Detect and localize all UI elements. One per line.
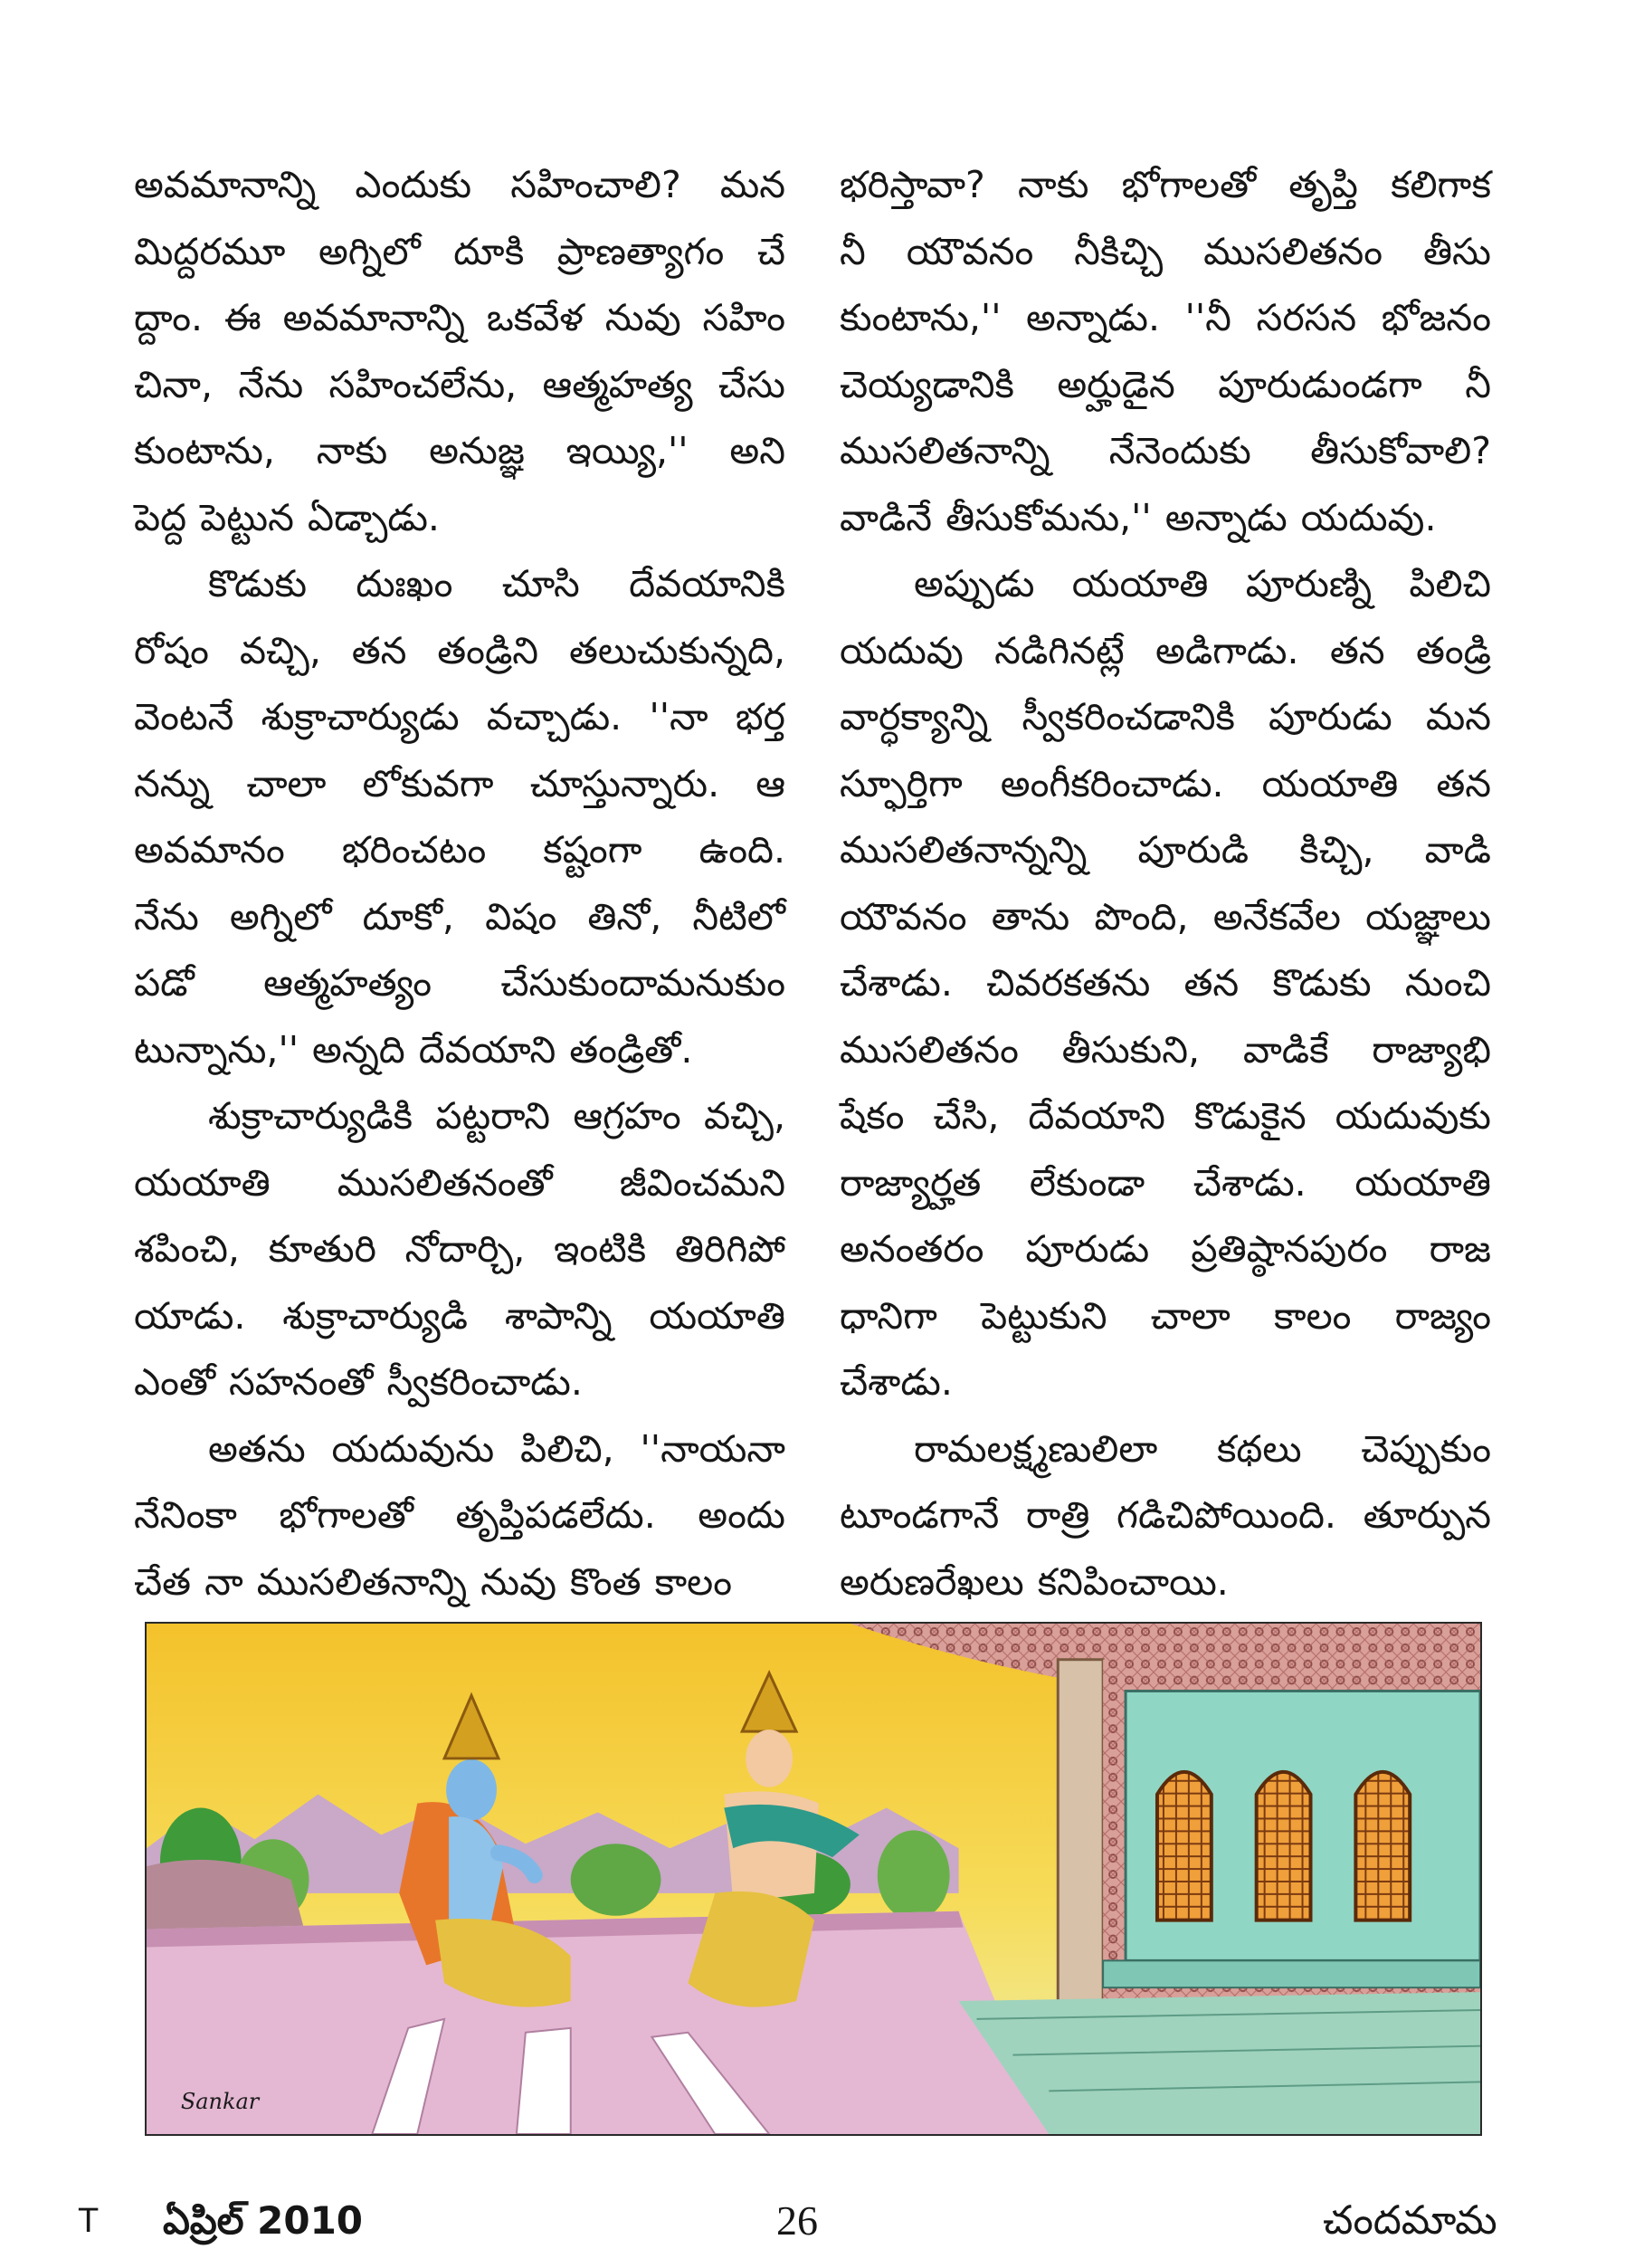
text-line: నీ యౌవనం నీకిచ్చి ముసలితనం తీసు xyxy=(840,229,1491,273)
text-line: మిద్దరమూ అగ్నిలో దూకి ప్రాణత్యాగం చే xyxy=(134,229,785,273)
text-line: అతను యదువును పిలిచి, ''నాయనా xyxy=(208,1426,785,1471)
text-line: అనంతరం పూరుడు ప్రతిష్ఠానపురం రాజ xyxy=(840,1227,1491,1271)
paragraph xyxy=(134,1083,785,1416)
text-line: షేకం చేసి, దేవయాని కొడుకైన యదువుకు xyxy=(840,1094,1491,1138)
text-line: రోషం వచ్చి, తన తండ్రిని తలుచుకున్నది, xyxy=(134,628,785,672)
text-line: నన్ను చాలా లోకువగా చూస్తున్నారు. ఆ xyxy=(134,761,785,805)
terrace-floor xyxy=(147,1911,1049,2134)
text-line: అవమానాన్ని ఎందుకు సహించాలి? మన xyxy=(134,163,785,206)
story-illustration xyxy=(145,1622,1482,2136)
text-line: చెయ్యడానికి అర్హుడైన పూరుడుండగా నీ xyxy=(840,362,1491,406)
paragraph xyxy=(134,152,785,551)
footer-issue-date: ఏప్రిల్ 2010 xyxy=(163,2198,364,2243)
text-line: పెద్ద పెట్టున ఏడ్చాడు. xyxy=(134,495,440,539)
text-line: ఎంతో సహనంతో స్వీకరించాడు. xyxy=(134,1360,583,1404)
text-line: కొడుకు దుఃఖం చూసి దేవయానికి xyxy=(208,562,785,605)
paragraph xyxy=(840,1416,1491,1616)
footer-mark: T xyxy=(78,2202,100,2240)
text-line: ముసలితనాన్నన్ని పూరుడి కిచ్చి, వాడి xyxy=(840,828,1491,872)
text-line: రామలక్ష్మణులిలా కథలు చెప్పుకుం xyxy=(914,1426,1491,1471)
text-line: ముసలితనం తీసుకుని, వాడికే రాజ్యాభి xyxy=(840,1027,1491,1072)
text-line: నేను అగ్నిలో దూకో, విషం తినో, నీటిలో xyxy=(134,894,785,939)
text-line: కుంటాను, నాకు అనుజ్ఞ ఇయ్యి,'' అని xyxy=(134,429,785,472)
left-text-column xyxy=(134,152,785,1615)
text-line: టున్నాను,'' అన్నది దేవయాని తండ్రితో. xyxy=(134,1027,693,1072)
text-line: ధానిగా పెట్టుకుని చాలా కాలం రాజ్యం xyxy=(840,1293,1491,1338)
text-line: యదువు నడిగినట్లే అడిగాడు. తన తండ్రి xyxy=(840,628,1491,672)
text-line: వార్ధక్యాన్ని స్వీకరించడానికి పూరుడు మన xyxy=(840,695,1491,739)
paragraph xyxy=(840,152,1491,551)
paragraph xyxy=(134,1416,785,1616)
text-line: భరిస్తావా? నాకు భోగాలతో తృప్తి కలిగాక xyxy=(840,163,1491,206)
text-line: నేనింకా భోగాలతో తృప్తిపడలేదు. అందు xyxy=(134,1493,785,1537)
text-line: చినా, నేను సహించలేను, ఆత్మహత్య చేసు xyxy=(134,362,785,406)
text-line: శపించి, కూతురి నోదార్చి, ఇంటికి తిరిగిపో xyxy=(134,1227,785,1271)
paragraph xyxy=(840,551,1491,1416)
pavilion-floor xyxy=(959,1992,1480,2134)
text-line: పడో ఆత్మహత్యం చేసుకుందామనుకుం xyxy=(134,961,785,1005)
text-line: యయాతి ముసలితనంతో జీవించమని xyxy=(134,1160,785,1205)
text-line: ముసలితనాన్ని నేనెందుకు తీసుకోవాలి? xyxy=(840,429,1491,472)
text-line: కుంటాను,'' అన్నాడు. ''నీ సరసన భోజనం xyxy=(840,296,1491,339)
text-line: టూండగానే రాత్రి గడిచిపోయింది. తూర్పున xyxy=(840,1493,1491,1537)
text-line: శుక్రాచార్యుడికి పట్టరాని ఆగ్రహం వచ్చి, xyxy=(208,1094,785,1138)
text-line: ద్దాం. ఈ అవమానాన్ని ఒకవేళ నువు సహిం xyxy=(134,296,785,339)
text-line: చేశాడు. చివరకతను తన కొడుకు నుంచి xyxy=(840,961,1491,1005)
text-line: వాడినే తీసుకోమను,'' అన్నాడు యదువు. xyxy=(840,495,1437,539)
page-number: 26 xyxy=(776,2197,818,2244)
text-line: అప్పుడు యయాతి పూరుణ్ని పిలిచి xyxy=(914,562,1491,605)
text-line: స్ఫూర్తిగా అంగీకరించాడు. యయాతి తన xyxy=(840,761,1491,805)
text-line: చేశాడు. xyxy=(840,1360,953,1404)
pavilion-ledge xyxy=(1103,1960,1480,1987)
paragraph xyxy=(134,551,785,1083)
artist-signature: Sankar xyxy=(180,2089,260,2115)
text-line: రాజ్యార్హత లేకుండా చేశాడు. యయాతి xyxy=(840,1160,1491,1205)
text-line: వెంటనే శుక్రాచార్యుడు వచ్చాడు. ''నా భర్త xyxy=(134,695,785,739)
text-line: అరుణరేఖలు కనిపించాయి. xyxy=(840,1559,1229,1604)
text-line: అవమానం భరించటం కష్టంగా ఉంది. xyxy=(134,828,785,872)
text-line: యౌవనం తాను పొంది, అనేకవేల యజ్ఞాలు xyxy=(840,894,1491,939)
right-text-column xyxy=(840,152,1491,1615)
illustration-scene xyxy=(147,1624,1480,2134)
text-line: చేత నా ముసలితనాన్ని నువు కొంత కాలం xyxy=(134,1559,733,1604)
pavilion-windows xyxy=(1157,1772,1410,1920)
text-line: యాడు. శుక్రాచార్యుడి శాపాన్ని యయాతి xyxy=(134,1293,785,1338)
magazine-name: చందమామ xyxy=(1323,2197,1497,2244)
